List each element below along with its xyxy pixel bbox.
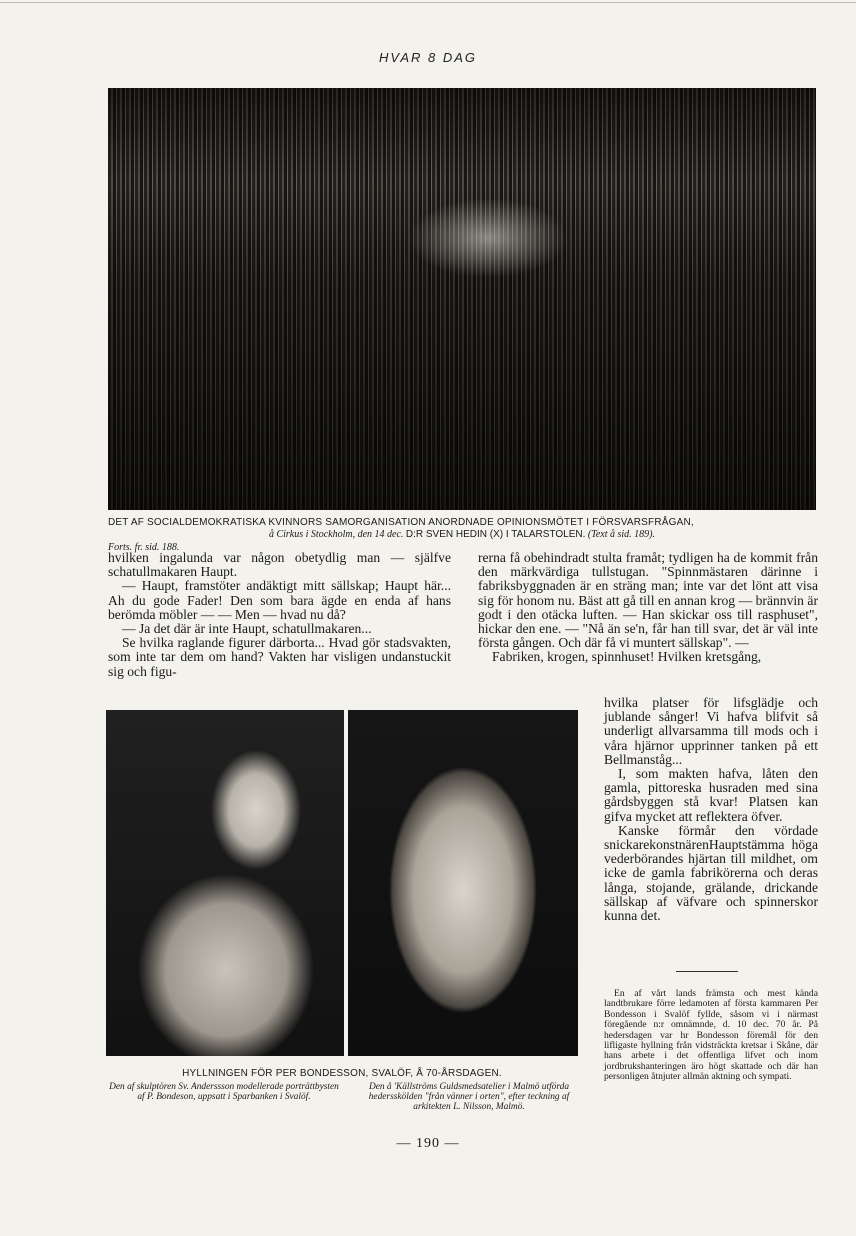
article-text: Fabriken, krogen, — [492, 649, 589, 665]
shield-credit: Den å 'Källströms Guldsmedsatelier i Malmö utförda hedersskölden "från vänner i orten", efter teckning af arkitekten L. Nilsson, Malmö. — [368, 1082, 570, 1112]
article-left-column — [108, 551, 451, 679]
article-paragraph — [478, 650, 818, 664]
honor-shield-photo — [348, 710, 578, 1056]
article-text: spinnhuset! Hvilken kretsgång, — [591, 649, 762, 665]
article-paragraph: — Ja det där är inte Haupt, schatullmakaren... — [122, 621, 372, 637]
page-number: — 190 — — [396, 1136, 460, 1151]
article-paragraph: Se hvilka raglande figurer därborta... Hvad gör stadsvakten, som inte tar dem om hand? Vakten har visligen undanstuckit sig och figu- — [108, 635, 451, 679]
caption-speaker: D:R SVEN HEDIN (X) I TALARSTOLEN. — [405, 529, 586, 540]
article-paragraph: rerna få obehindradt stulta framåt; tydligen ha de kommit från den märkvärdiga tullstugan. "Spinnmästaren därinne i fabriksbyggnaden är en sträng man; inte var det lönt att visa sig för honom nu. Bäst att gå till en annan krog — brännvin är godt i den otäcka luften. — Han skickar oss till rasphuset", hickar den ene. — "Nå än se'n, får han till svar, det är väl inte första gången. Och där få vi muntert sällskap". — — [478, 550, 818, 651]
article-paragraph: hvilken ingalunda var någon obetydlig man — själfve schatullmakaren Haupt. — [108, 550, 451, 580]
bust-credit: Den af skulptören Sv. Anderssson modellerade porträttbysten af P. Bondeson, uppsatt i Sparbanken i Svalöf. — [109, 1082, 339, 1102]
bondesson-caption: HYLLNINGEN FÖR PER BONDESSON, SVALÖF, Å 70-ÅRSDAGEN. — [182, 1068, 502, 1079]
top-rule — [0, 2, 856, 3]
article-right-column — [478, 551, 818, 665]
article-paragraph: Kanske förmår den vördade snickarekonstnärenHauptstämma höga vederbörandes hjärtan till mildhet, om icke de gamla fabrikörerna och deras långa, stojande, grälande, drickande sällskap af väfvare och spinnerskor kunna det. — [604, 822, 818, 924]
caption-text-reference: (Text å sid. 189). — [587, 529, 656, 540]
bust-photo — [106, 710, 344, 1056]
caption-place-date: å Cirkus i Stockholm, den 14 dec. — [268, 529, 404, 540]
meeting-photo-caption: DET AF SOCIALDEMOKRATISKA KVINNORS SAMORGANISATION ANORDNADE OPINIONSMÖTET I FÖRSVARSFRÅGAN, — [108, 517, 694, 528]
bondesson-notice — [604, 989, 818, 1083]
meeting-photo-subcaption — [108, 529, 816, 540]
continued-from: Forts. fr. sid. 188. — [108, 542, 180, 553]
column-divider — [676, 971, 738, 972]
article-paragraph: hvilka platser för lifsglädje och jublande sånger! Vi hafva blifvit så underligt allvarsamma till mods och i våra hjärnor upprinner tanken på ett Bellmanståg... — [604, 695, 818, 767]
article-paragraph: I, som makten hafva, låten den gamla, pittoreska husraden med sina gårdsbyggen stå kvar! Platsen kan gifva mycket att reflektera öfver. — [604, 766, 818, 824]
article-narrow-column — [604, 696, 818, 923]
meeting-photo — [108, 88, 816, 510]
page-header: HVAR 8 DAG — [378, 50, 478, 65]
article-paragraph: — Haupt, framstöter andäktigt mitt sällskap; Haupt här... Ah du gode Fader! Den som bara ägde en enda af hans berömda möbler — — Men — hvad nu då? — [108, 578, 451, 622]
notice-paragraph: En af vårt lands främsta och mest kända landtbrukare förre ledamoten af första kammaren Per Bondesson i Svalöf fyllde, såsom vi i närmast föregående n:r omnämnde, d. 10 dec. 70 år. På hedersdagen var hr Bondesson föremål för den lifligaste hyllning från vidsträckta kretsar i Skåne, där hans arbete i det offentliga lifvet och inom jordbrukshanteringen äro högt skattade och där han personligen åtnjuter allmän aktning och sympati. — [604, 988, 818, 1083]
